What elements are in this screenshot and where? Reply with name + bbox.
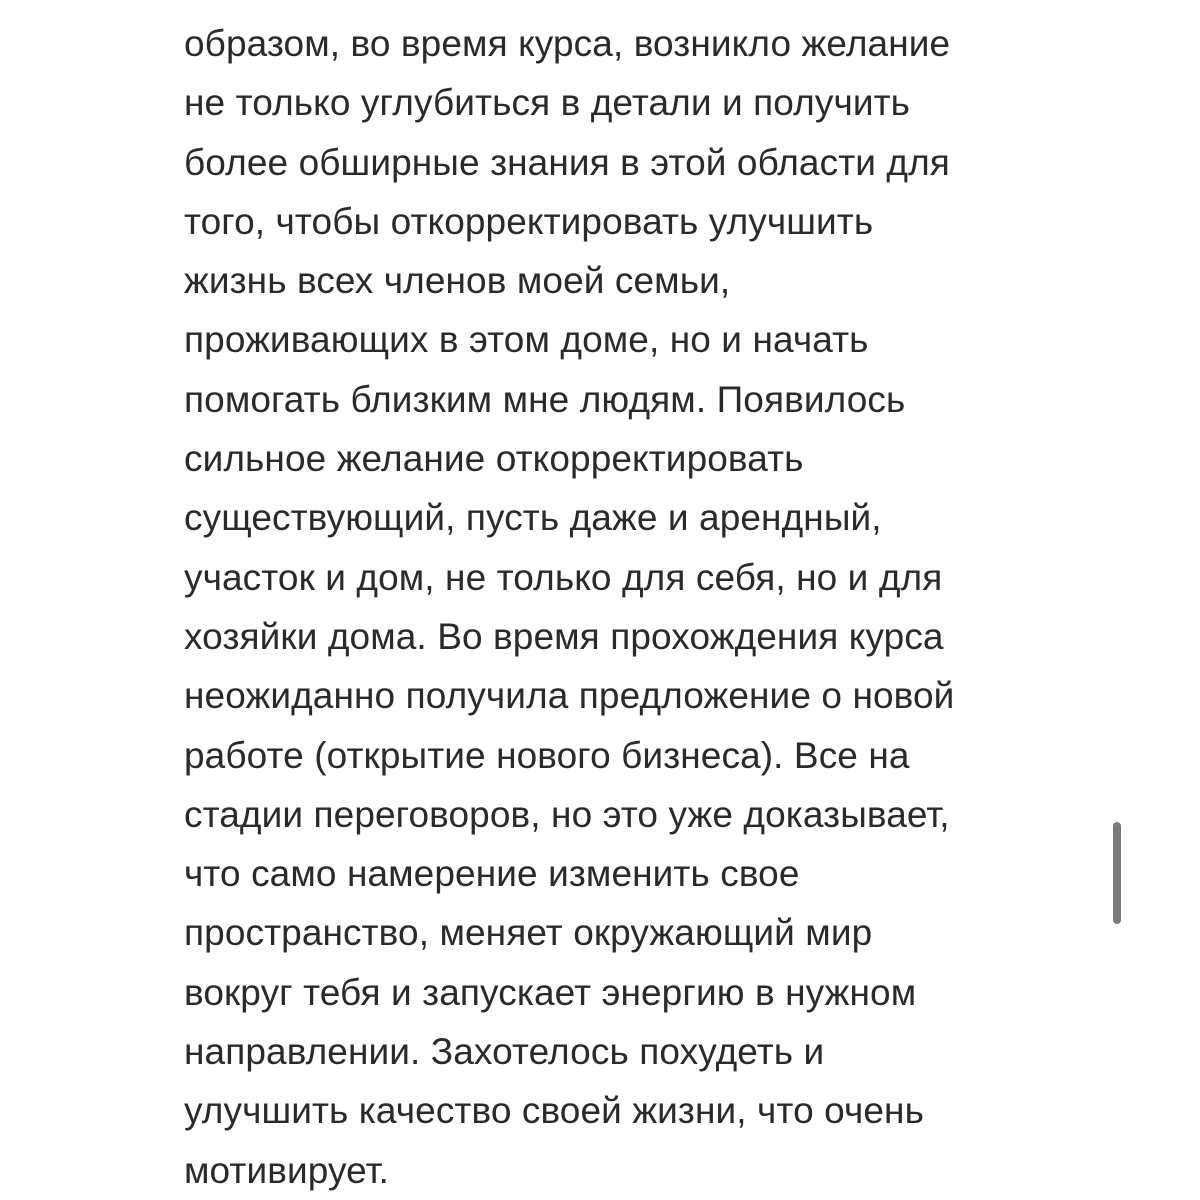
- text-line: работе (открытие нового бизнеса). Все на: [184, 734, 910, 776]
- text-line: улучшить качество своей жизни, что очень: [184, 1090, 924, 1132]
- text-line: существующий, пусть даже и арендный,: [184, 497, 882, 539]
- text-line: направлении. Захотелось похудеть и: [184, 1031, 825, 1073]
- scrollbar-thumb[interactable]: [1113, 822, 1121, 924]
- text-line: мотивирует.: [184, 1149, 389, 1191]
- article-text: [184, 14, 1084, 1200]
- text-line: пространство, меняет окружающий мир: [184, 912, 873, 954]
- text-line: участок и дом, не только для себя, но и для: [184, 556, 943, 598]
- text-line: стадии переговоров, но это уже доказывает,: [184, 793, 950, 835]
- text-line: проживающих в этом доме, но и начать: [184, 319, 869, 361]
- text-line: образом, во время курса, возникло желание: [184, 23, 951, 64]
- text-line: не только углубиться в детали и получить: [184, 82, 911, 124]
- text-line: более обширные знания в этой области для: [184, 141, 950, 183]
- text-line: помогать близким мне людям. Появилось: [184, 378, 906, 420]
- text-line: неожиданно получила предложение о новой: [184, 675, 955, 717]
- text-line: что само намерение изменить свое: [184, 853, 800, 895]
- text-line: того, чтобы откорректировать улучшить: [184, 200, 874, 242]
- text-line: сильное желание откорректировать: [184, 438, 804, 480]
- text-line: хозяйки дома. Во время прохождения курса: [184, 615, 944, 657]
- text-line: вокруг тебя и запускает энергию в нужном: [184, 971, 917, 1013]
- text-line: жизнь всех членов моей семьи,: [184, 260, 731, 302]
